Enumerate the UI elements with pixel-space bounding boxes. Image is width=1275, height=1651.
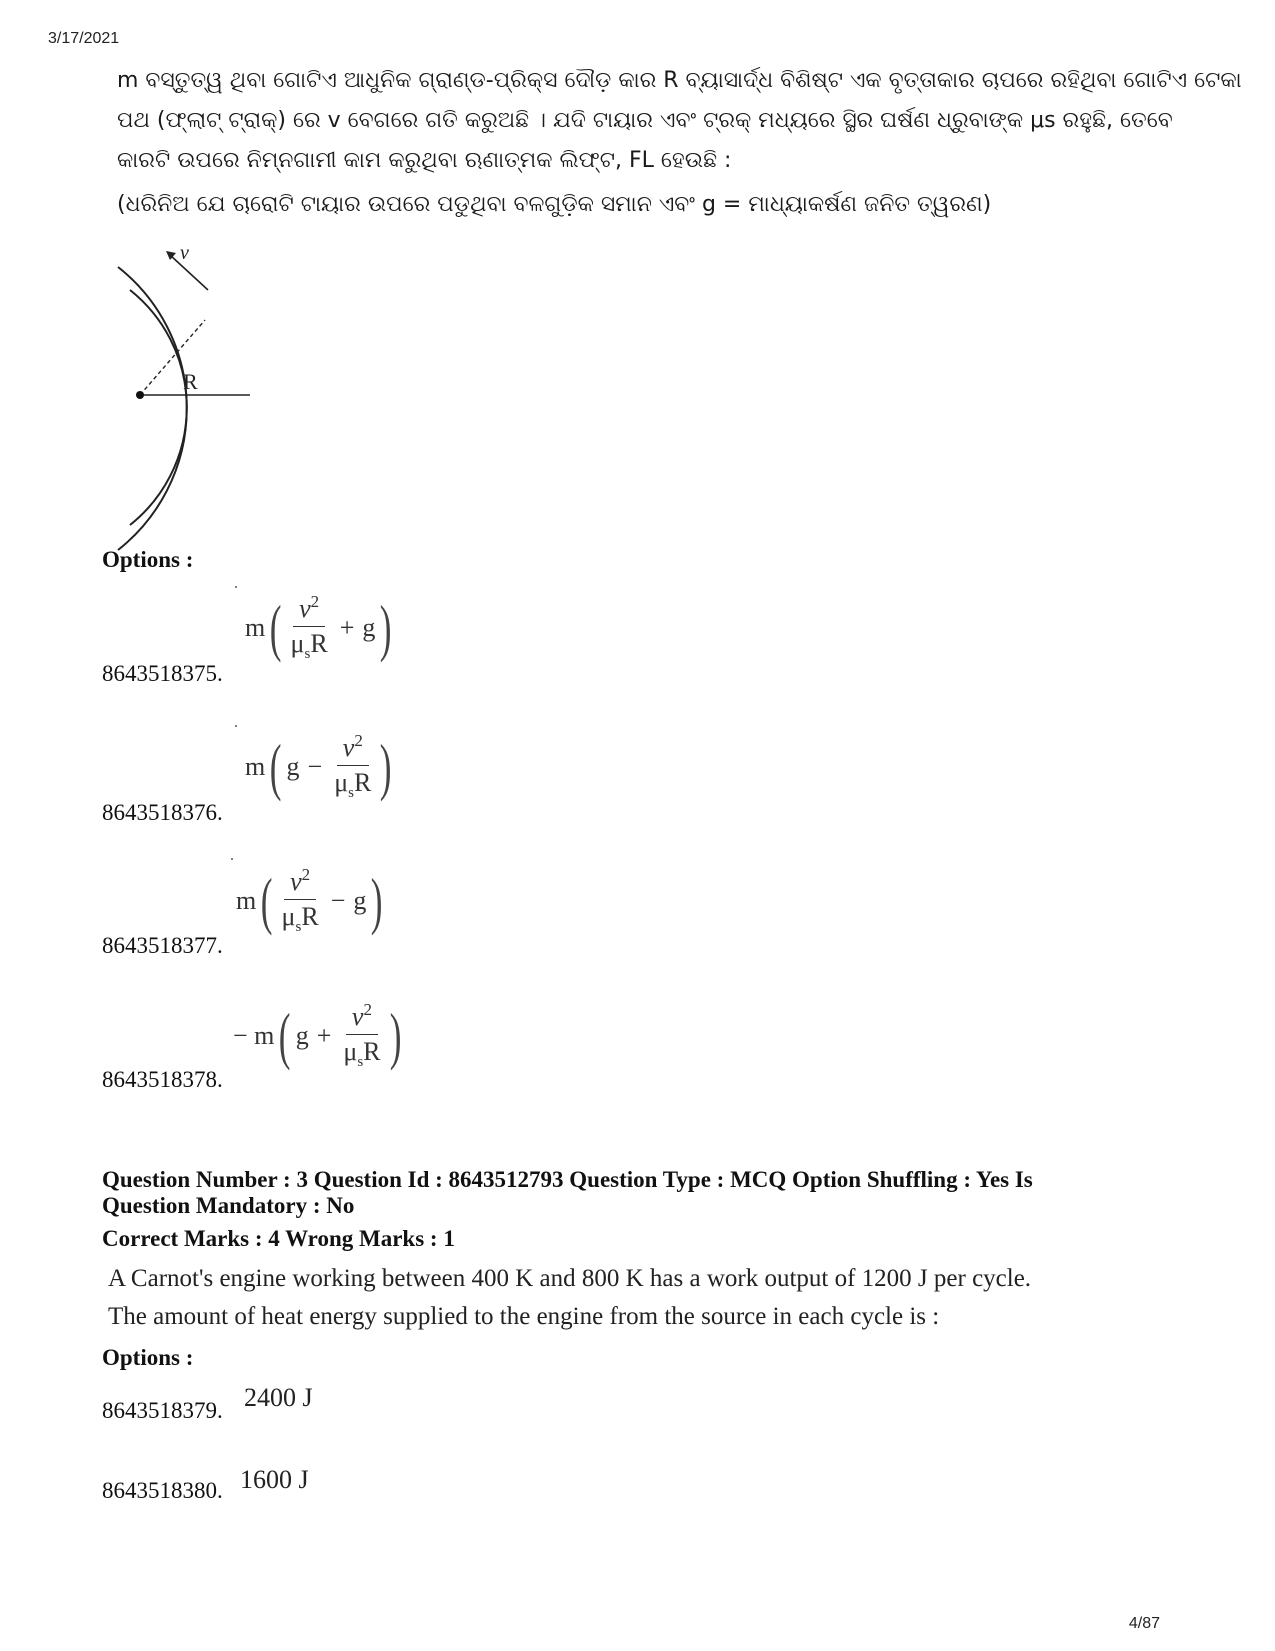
velocity-label: v	[180, 245, 189, 264]
print-date: 3/17/2021	[48, 30, 120, 47]
option-value-2: 1600 J	[240, 1465, 309, 1494]
page-number: 4/87	[1128, 1615, 1160, 1632]
option-id-4: 8643518378.	[102, 1067, 223, 1092]
options-heading: Options :	[102, 547, 194, 572]
option-id-1: 8643518379.	[102, 1398, 223, 1423]
option-formula-4: − m ( g + $\frac{v^2}{\mu_sR}$ )	[233, 999, 402, 1071]
velocity-arrow	[170, 255, 208, 290]
question-text-line-2: The amount of heat energy supplied to the engine from the source in each cycle is :	[108, 1303, 940, 1330]
option-id-2: 8643518376.	[102, 800, 223, 825]
option-id-2: 8643518380.	[102, 1478, 223, 1503]
radius-label: R	[183, 369, 198, 394]
question-text-line-1: A Carnot's engine working between 400 K and 800 K has a work output of 1200 J per cycle.	[108, 1265, 1032, 1292]
question-text-line-4: (ଧରିନିଅ ଯେ ଚାରୋଟି ଟାୟାର ଉପରେ ପଡୁଥିବା ବଳଗୁଡ଼ିକ ସମାନ ଏବଂ g = ମାଧ୍ୟାକର୍ଷଣ ଜନିତ ତ୍ୱରଣ)	[117, 192, 992, 217]
option-formula-3: m ( $\frac{v^2}{\mu_sR}$ − g )	[236, 864, 383, 936]
question-mandatory: Question Mandatory : No	[102, 1193, 355, 1218]
option-value-1: 2400 J	[244, 1383, 313, 1412]
circular-track-diagram	[110, 245, 310, 555]
center-point	[136, 391, 144, 399]
option-id-3: 8643518377.	[102, 933, 223, 958]
question-text-line-3: କାରଟି ଉପରେ ନିମ୍ନଗାମୀ କାମ କରୁଥିବା ଋଣାତ୍ମକ ଲିଫ୍ଟ, FL ହେଉଛି :	[117, 148, 732, 173]
options-heading: Options :	[102, 1345, 194, 1370]
outer-track-arc	[118, 267, 187, 550]
option-formula-2: m ( g − $\frac{v^2}{\mu_sR}$ )	[245, 730, 392, 802]
option-id-1: 8643518375.	[102, 661, 223, 686]
inner-track-arc	[130, 290, 187, 525]
question-text-line-1: m ବସ୍ତୁତ୍ୱ ଥିବା ଗୋଟିଏ ଆଧୁନିକ ଗ୍ରାଣ୍ଡ-ପ୍ରିକ୍ସ ଦୌଡ଼ କାର R ବ୍ୟାସାର୍ଦ୍ଧ ବିଶିଷ୍ଟ ଏକ ବୃତ୍ତାକାର ଚାପରେ ରହିଥିବା ଗୋଟିଏ ଟେକା	[117, 68, 1242, 93]
option-formula-1: m ( $\frac{v^2}{\mu_sR}$ + g )	[245, 591, 392, 663]
question-marks: Correct Marks : 4 Wrong Marks : 1	[102, 1226, 455, 1251]
question-text-line-2: ପଥ (ଫ୍ଲାଟ୍ ଟ୍ରାକ୍) ରେ v ବେଗରେ ଗତି କରୁଅଛି । ଯଦି ଟାୟାର ଏବଂ ଟ୍ରକ୍ ମଧ୍ୟରେ ସ୍ଥିର ଘର୍ଷଣ ଧ୍ରୁବାଙ୍କ μs ରହୁଛି, ତେବେ	[117, 108, 1173, 133]
question-meta: Question Number : 3 Question Id : 8643512793 Question Type : MCQ Option Shuffling : Yes Is	[102, 1167, 1033, 1192]
